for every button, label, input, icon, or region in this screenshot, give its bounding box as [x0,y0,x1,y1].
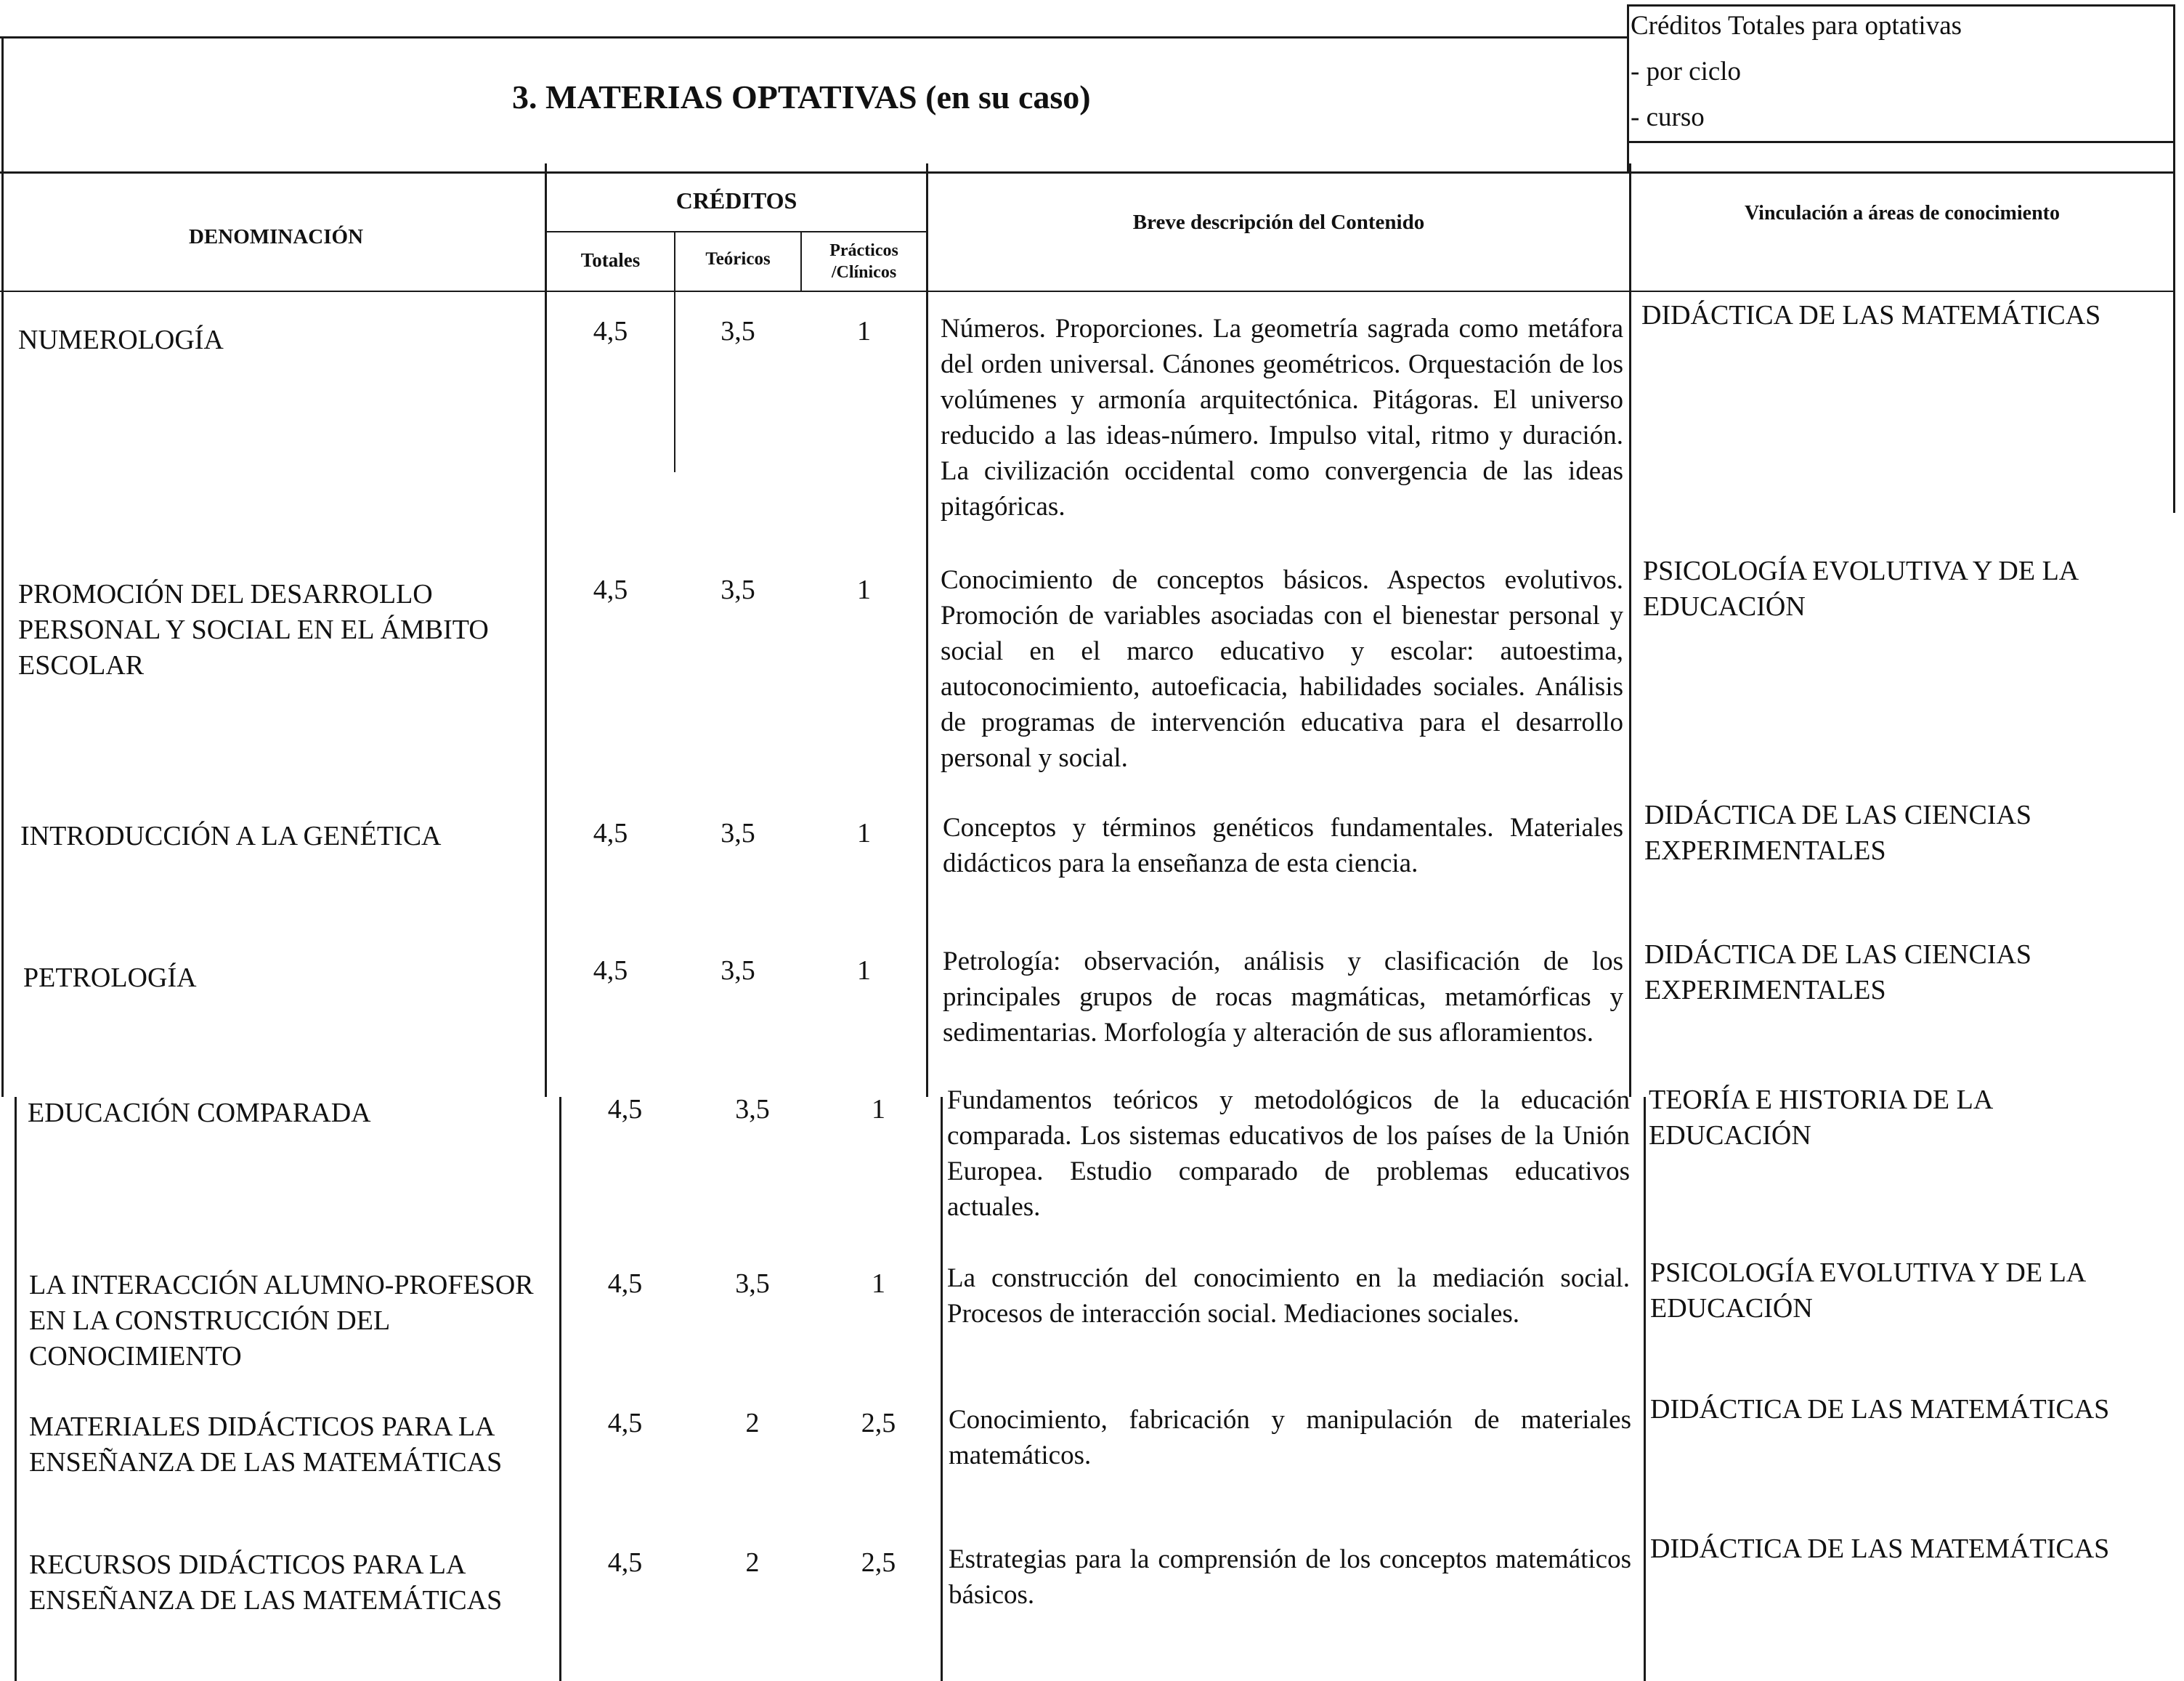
cell-practicos: 1 [857,575,871,605]
table-row-name: LA INTERACCIÓN ALUMNO-PROFESOR EN LA CONSTRUCCIÓN DEL CONOCIMIENTO [29,1270,534,1372]
cell-area: PSICOLOGÍA EVOLUTIVA Y DE LA EDUCACIÓN [1650,1257,2085,1324]
cell-description: Conocimiento, fabricación y manipulación de materiales matemáticos. [949,1405,1631,1470]
header-practicos-line-1: Prácticos [829,241,898,260]
title-right-border [1627,4,1629,171]
header-denominacion: DENOMINACIÓN [188,225,364,248]
table-row-name: EDUCACIÓN COMPARADA [28,1098,371,1128]
cell-teoricos: 3,5 [720,575,755,605]
cell-teoricos: 3,5 [735,1094,770,1125]
table-row-name: MATERIALES DIDÁCTICOS PARA LA ENSEÑANZA DE LAS MATEMÁTICAS [29,1411,503,1478]
cell-teoricos: 3,5 [720,316,755,347]
denominacion-right-border-lower [559,1097,561,1681]
cell-area: DIDÁCTICA DE LAS MATEMÁTICAS [1650,1534,2110,1564]
cell-totales: 4,5 [607,1094,643,1125]
header-teoricos: Teóricos [705,249,771,269]
creditos-right-border-lower [941,1097,943,1681]
side-box-bottom-border [1627,141,2175,143]
cell-teoricos: 3,5 [735,1268,770,1299]
header-bottom-border [0,291,2175,292]
cell-description: Conocimiento de conceptos básicos. Aspectos evolutivos. Promoción de variables asociadas con el bienestar personal y social en el marco educativo y escolar: autoestima, autoconocimiento, autoeficacia, habilidades sociales. Análisis de programas de intervención educativa para el desarrollo personal y social. [941,565,1623,773]
side-box-line-2: - por ciclo [1631,57,1742,86]
cell-practicos: 2,5 [861,1408,896,1438]
header-totales: Totales [580,249,641,271]
cell-description: Conceptos y términos genéticos fundamentales. Materiales didácticos para la enseñanza de esta ciencia. [943,813,1623,878]
cell-practicos: 1 [857,955,871,986]
side-box-line-1: Créditos Totales para optativas [1631,11,1962,41]
cell-area: DIDÁCTICA DE LAS CIENCIAS EXPERIMENTALES [1644,800,2032,866]
left-border [1,36,4,1097]
header-practicos-line-2: /Clínicos [831,263,897,282]
header-creditos: CRÉDITOS [675,187,797,214]
cell-totales: 4,5 [593,316,628,347]
cell-teoricos: 2 [745,1547,760,1578]
creditos-right-border [926,163,928,1097]
cell-teoricos: 3,5 [720,955,755,986]
header-vinculacion: Vinculación a áreas de conocimiento [1745,202,2060,224]
cell-totales: 4,5 [593,575,628,605]
cell-area: DIDÁCTICA DE LAS MATEMÁTICAS [1641,300,2101,331]
header-practicos [802,240,926,283]
side-box [1631,3,2168,140]
top-border [0,36,1627,39]
cell-totales: 4,5 [593,818,628,848]
cell-teoricos: 2 [745,1408,760,1438]
cell-practicos: 1 [872,1268,885,1299]
description-right-border [1629,163,1631,1097]
cell-description: Estrategias para la comprensión de los conceptos matemáticos básicos. [949,1544,1631,1610]
cell-area: TEORÍA E HISTORIA DE LA EDUCACIÓN [1649,1085,1992,1151]
page-title: 3. MATERIAS OPTATIVAS (en su caso) [512,78,1091,116]
cell-area: PSICOLOGÍA EVOLUTIVA Y DE LA EDUCACIÓN [1643,556,2078,622]
header-descripcion: Breve descripción del Contenido [1132,211,1425,234]
cell-practicos: 2,5 [861,1547,896,1578]
left-border-lower [15,1097,17,1681]
cell-practicos: 1 [872,1094,885,1125]
cell-area: DIDÁCTICA DE LAS CIENCIAS EXPERIMENTALES [1644,939,2032,1005]
cell-totales: 4,5 [593,955,628,986]
table-row-name: RECURSOS DIDÁCTICOS PARA LA ENSEÑANZA DE LAS MATEMÁTICAS [29,1550,503,1616]
cell-totales: 4,5 [607,1408,643,1438]
cell-practicos: 1 [857,316,871,347]
cell-practicos: 1 [857,818,871,848]
table-row-name: INTRODUCCIÓN A LA GENÉTICA [20,821,442,851]
cell-description: Números. Proporciones. La geometría sagrada como metáfora del orden universal. Cánones geométricos. Orquestación de los volúmenes y armonía arquitectónica. Pitágoras. El universo reducido a las ideas-número. Impulso vital, ritmo y duración. La civilización occidental como convergencia de las ideas pitagóricas. [941,314,1623,522]
right-border [2173,4,2175,513]
table-row-name: PROMOCIÓN DEL DESARROLLO PERSONAL Y SOCIAL EN EL ÁMBITO ESCOLAR [18,579,489,681]
table-row-name: NUMEROLOGÍA [18,325,224,355]
cell-description: Petrología: observación, análisis y clasificación de los principales grupos de rocas magmáticas, metamórficas y sedimentarias. Morfología y alteración de sus afloramientos. [943,947,1623,1048]
cell-description: La construcción del conocimiento en la mediación social. Procesos de interacción social. Mediaciones sociales. [947,1263,1630,1329]
creditos-sub-border [545,231,926,232]
cell-teoricos: 3,5 [720,818,755,848]
cell-totales: 4,5 [607,1268,643,1299]
cell-area: DIDÁCTICA DE LAS MATEMÁTICAS [1650,1394,2110,1425]
description-right-border-lower [1644,1097,1646,1681]
title-bottom-border [0,171,2175,174]
side-box-line-3: - curso [1631,102,1705,132]
table-row-name: PETROLOGÍA [23,963,197,993]
cell-description: Fundamentos teóricos y metodológicos de la educación comparada. Los sistemas educativos de los países de la Unión Europea. Estudio comparado de problemas educativos actuales. [947,1085,1630,1222]
cell-totales: 4,5 [607,1547,643,1578]
